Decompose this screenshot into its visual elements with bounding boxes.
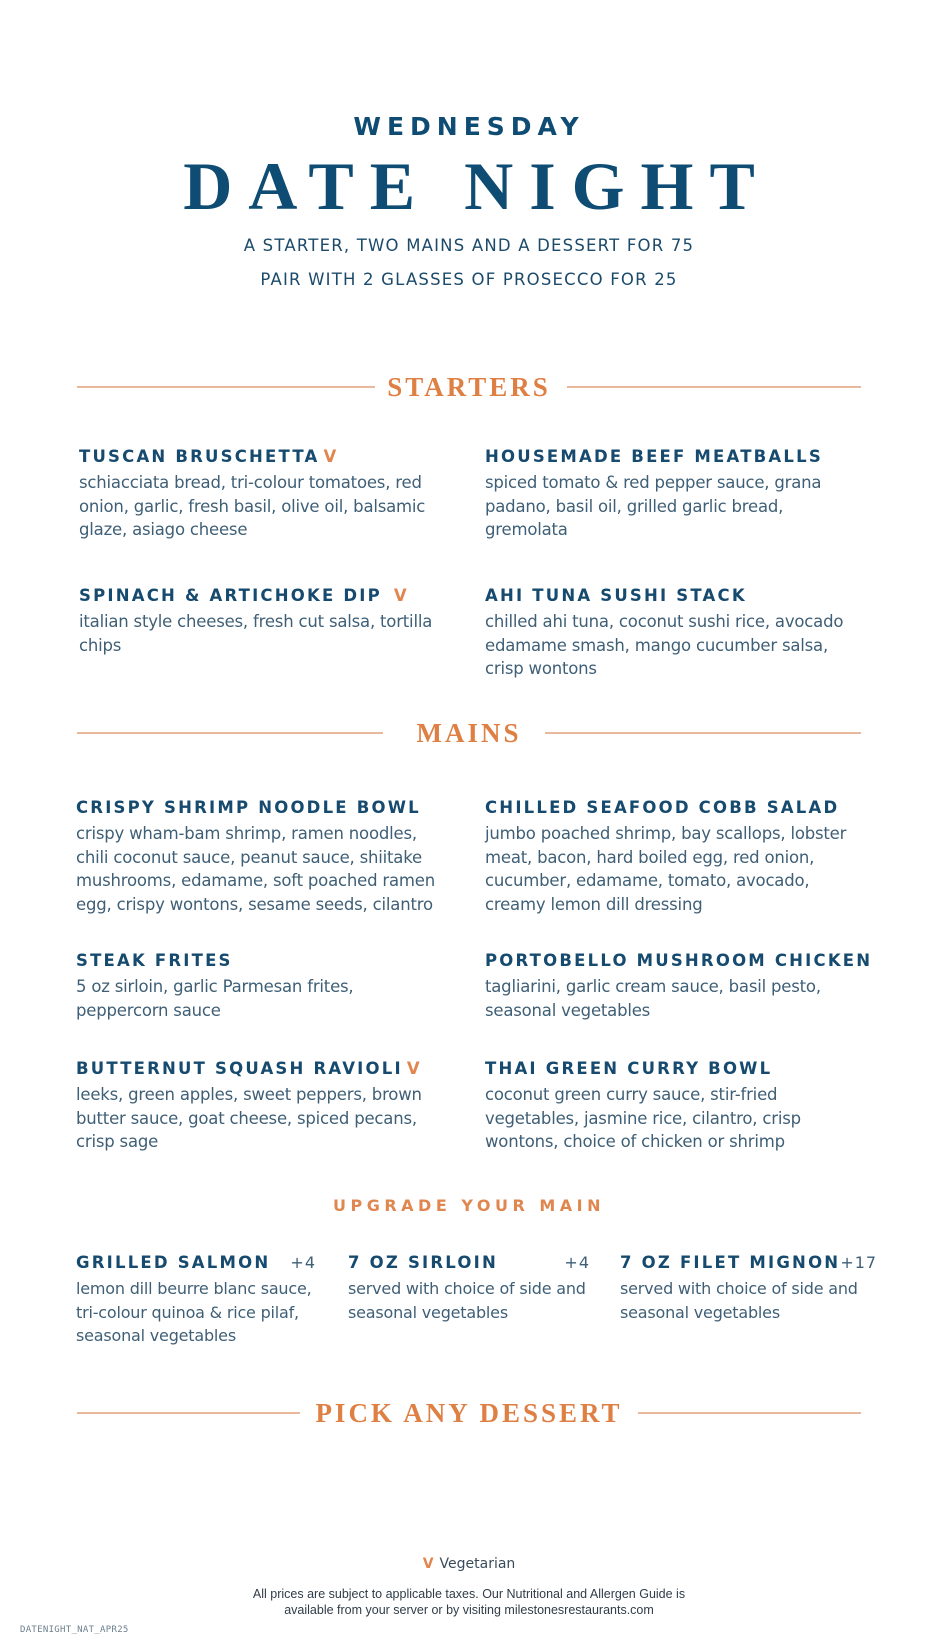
dessert-divider <box>77 1393 861 1433</box>
item-description: tagliarini, garlic cream sauce, basil pesto, seasonal vegetables <box>485 977 821 1020</box>
item-name: SPINACH & ARTICHOKE DIP <box>79 586 382 605</box>
menu-day: WEDNESDAY <box>353 112 585 141</box>
item-description: schiacciata bread, tri-colour tomatoes, red onion, garlic, fresh basil, olive oil, balsamic glaze, asiago cheese <box>79 473 426 539</box>
mains-heading: MAINS <box>416 718 522 748</box>
menu-code: DATENIGHT_NAT_APR25 <box>20 1625 129 1635</box>
item-description: coconut green curry sauce, stir-fried vegetables, jasmine rice, cilantro, crisp wontons, choice of chicken or shrimp <box>485 1085 801 1151</box>
menu-item-steak-frites <box>76 950 446 1022</box>
vegetarian-icon: V <box>406 1059 420 1078</box>
legend-label: Vegetarian <box>439 1556 516 1572</box>
item-name: 7 OZ SIRLOIN <box>348 1253 498 1272</box>
item-name: 7 OZ FILET MIGNON <box>620 1253 841 1272</box>
item-name: PORTOBELLO MUSHROOM CHICKEN <box>485 951 873 970</box>
item-description: lemon dill beurre blanc sauce, tri-colour quinoa & rice pilaf, seasonal vegetables <box>76 1279 312 1345</box>
menu-item-seafood-cobb-salad <box>485 797 855 916</box>
item-description: served with choice of side and seasonal vegetables <box>620 1279 858 1322</box>
item-price: +4 <box>564 1253 590 1272</box>
item-description: 5 oz sirloin, garlic Parmesan frites, peppercorn sauce <box>76 977 354 1020</box>
divider-line-right <box>567 386 861 388</box>
menu-item-butternut-ravioli <box>76 1058 446 1154</box>
item-name: BUTTERNUT SQUASH RAVIOLI <box>76 1059 403 1078</box>
starters-heading: STARTERS <box>387 372 551 402</box>
item-name: TUSCAN BRUSCHETTA <box>79 447 320 466</box>
item-description: spiced tomato & red pepper sauce, grana padano, basil oil, grilled garlic bread, gremolata <box>485 473 822 539</box>
offer-line-1: A STARTER, TWO MAINS AND A DESSERT FOR 75 <box>243 236 695 255</box>
item-description: chilled ahi tuna, coconut sushi rice, avocado edamame smash, mango cucumber salsa, crisp wontons <box>485 612 844 678</box>
menu-item-portobello-chicken <box>485 950 873 1022</box>
menu-item-tuscan-bruschetta <box>79 446 449 542</box>
item-name: HOUSEMADE BEEF MEATBALLS <box>485 447 823 466</box>
vegetarian-legend <box>0 1556 938 1572</box>
divider-line-right <box>545 732 861 734</box>
divider-line-right <box>638 1412 861 1414</box>
menu-item-ahi-tuna-stack <box>485 585 855 681</box>
menu-item-spinach-artichoke-dip <box>79 585 449 657</box>
menu-item-thai-curry-bowl <box>485 1058 855 1154</box>
item-price: +4 <box>290 1253 316 1272</box>
disclaimer-line-1: All prices are subject to applicable taxes. Our Nutritional and Allergen Guide is <box>252 1587 686 1601</box>
upgrade-item-grilled-salmon <box>76 1252 316 1348</box>
vegetarian-icon: V <box>393 586 407 605</box>
item-description: crispy wham-bam shrimp, ramen noodles, chili coconut sauce, peanut sauce, shiitake mushrooms, edamame, soft poached ramen egg, crispy wontons, sesame seeds, cilantro <box>76 824 435 914</box>
mains-divider <box>77 713 861 753</box>
upgrade-heading: UPGRADE YOUR MAIN <box>333 1196 605 1215</box>
offer-line-2: PAIR WITH 2 GLASSES OF PROSECCO FOR 25 <box>260 270 678 289</box>
menu-title: DATE NIGHT <box>183 148 771 224</box>
item-price: +17 <box>840 1253 878 1272</box>
upgrade-item-sirloin <box>348 1252 590 1324</box>
item-name: CHILLED SEAFOOD COBB SALAD <box>485 798 840 817</box>
item-name: THAI GREEN CURRY BOWL <box>485 1059 773 1078</box>
dessert-heading: PICK ANY DESSERT <box>315 1398 623 1428</box>
item-description: served with choice of side and seasonal vegetables <box>348 1279 586 1322</box>
item-name: GRILLED SALMON <box>76 1253 271 1272</box>
vegetarian-icon: V <box>422 1556 434 1572</box>
vegetarian-icon: V <box>323 447 337 466</box>
item-description: italian style cheeses, fresh cut salsa, tortilla chips <box>79 612 433 655</box>
item-description: jumbo poached shrimp, bay scallops, lobster meat, bacon, hard boiled egg, red onion, cucumber, edamame, tomato, avocado, creamy lemon dill dressing <box>485 824 847 914</box>
disclaimer <box>0 1586 938 1618</box>
upgrade-item-filet-mignon <box>620 1252 878 1324</box>
item-name: AHI TUNA SUSHI STACK <box>485 586 747 605</box>
menu-item-beef-meatballs <box>485 446 855 542</box>
item-name: STEAK FRITES <box>76 951 233 970</box>
item-description: leeks, green apples, sweet peppers, brown butter sauce, goat cheese, spiced pecans, crisp sage <box>76 1085 422 1151</box>
starters-divider <box>77 367 861 407</box>
menu-item-shrimp-noodle-bowl <box>76 797 446 916</box>
disclaimer-line-2: available from your server or by visiting milestonesrestaurants.com <box>284 1603 654 1617</box>
item-name: CRISPY SHRIMP NOODLE BOWL <box>76 798 421 817</box>
